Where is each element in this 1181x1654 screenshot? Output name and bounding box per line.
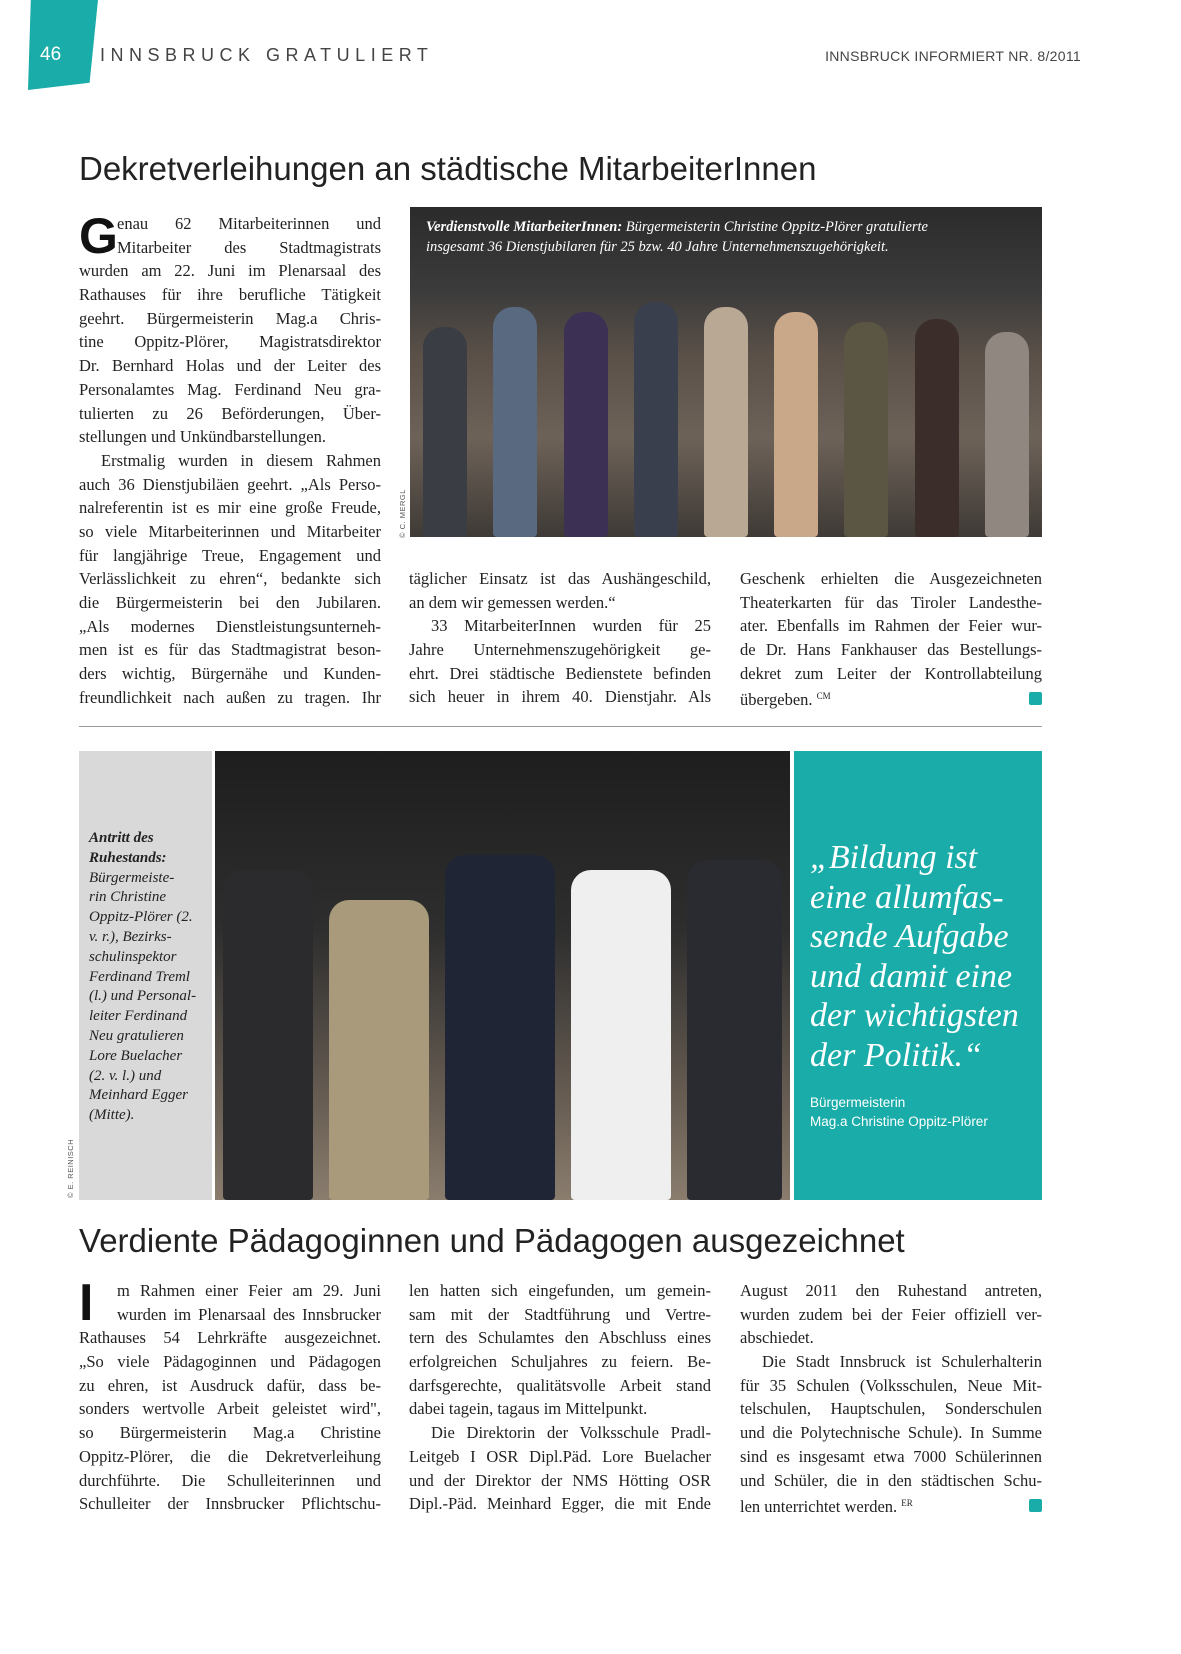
article1-title: Dekretverleihungen an städtische MitarbeiterInnen <box>79 150 817 187</box>
text-line: „So viele Pädagoginnen und Pädagogen <box>79 1352 381 1372</box>
retirement-photo <box>215 751 790 1200</box>
text-line: Die Direktorin der Volksschule Pradl- <box>431 1423 711 1443</box>
feature-photo-caption: Antritt des Ruhestands: Bürgermeiste- rin Christine Oppitz-Plörer (2. v. r.), Bezirks- schulinspektor Ferdinand Treml (l.) und Personal- leiter Ferdinand Neu gratulieren Lore Buelacher (2. v. l.) und Meinhard Egger (Mitte). <box>89 829 209 1126</box>
text-line: durchführte. Die Schulleiterinnen und <box>79 1470 381 1490</box>
text-line: Mitarbeiter des Stadtmagistrats <box>117 237 381 257</box>
caption-line: Neu gratulieren <box>89 1027 184 1044</box>
text-line: Verlässlichkeit zu ehren“, bedankte sich <box>79 569 381 589</box>
text-line: so viele Mitarbeiterinnen und Mitarbeiter <box>79 521 381 541</box>
photo-caption: Verdienstvolle MitarbeiterInnen: Bürgermeisterin Christine Oppitz-Plörer gratulierte insgesamt 36 Dienstjubilaren für 25 bzw. 40 Jahre Unternehmenszugehörigkeit. <box>426 219 928 255</box>
text-line: wurden im Plenarsaal des Innsbrucker <box>117 1304 381 1324</box>
caption-line: schulinspektor <box>89 948 177 965</box>
text-line: sind es insgesamt etwa 7000 Schülerinnen <box>740 1446 1042 1466</box>
dropcap: G <box>79 208 118 264</box>
text-line: Theaterkarten für das Tiroler Landesthe- <box>740 592 1042 612</box>
text-line: len hatten sich eingefunden, um gemein- <box>409 1281 711 1300</box>
text-line: „Als modernes Dienstleistungsunterneh- <box>79 616 381 636</box>
photo-people <box>410 287 1042 537</box>
text-line: Dr. Bernhard Holas und der Leiter des <box>79 356 381 376</box>
caption-line: (Mitte). <box>89 1107 135 1124</box>
text-line: ders wichtig, Bürgernähe und Kunden- <box>79 664 381 684</box>
end-mark-icon <box>1029 692 1042 705</box>
text-line: ater. Ebenfalls im Rahmen der Feier wur- <box>740 616 1042 636</box>
caption-line: Bürgermeiste- <box>89 869 175 886</box>
text-line: sich heuer in ihrem 40. Dienstjahr. Als <box>409 687 711 707</box>
article1-column-1 <box>79 208 381 709</box>
photo-credit: © C. MERGL <box>398 489 407 538</box>
text-line: Jahre Unternehmenszugehörigkeit ge- <box>409 640 711 660</box>
text-line: Rathauses für ihre berufliche Tätigkeit <box>79 285 381 305</box>
issue-label: INNSBRUCK INFORMIERT NR. 8/2011 <box>825 48 1081 64</box>
text-line: de Dr. Hans Fankhauser das Bestellungs- <box>740 640 1042 660</box>
caption-line: Meinhard Egger <box>89 1087 189 1104</box>
author-initials: ER <box>901 1498 913 1509</box>
text-line: Schulleiter der Innsbrucker Pflichtschu- <box>79 1494 381 1514</box>
caption-line: rin Christine <box>89 889 167 906</box>
article2-column-1 <box>79 1274 381 1516</box>
text-line: täglicher Einsatz ist das Aushängeschild, <box>409 569 711 588</box>
quote-line: eine allumfas- <box>810 878 1004 916</box>
text-line: wurden zudem bei der Feier offiziell ver- <box>740 1304 1042 1324</box>
quote-line: der Politik.“ <box>810 1036 982 1074</box>
text-line: nalreferentin ist es mir eine große Freude, <box>79 498 381 518</box>
article2-title: Verdiente Pädagoginnen und Pädagogen ausgezeichnet <box>79 1222 905 1259</box>
photo-people-2 <box>215 820 790 1200</box>
author-initials: CM <box>816 691 831 702</box>
text-line: für langjährige Treue, Engagement und <box>79 545 381 565</box>
caption-line: Oppitz-Plörer (2. <box>89 909 193 926</box>
text-line: darfsgerechte, qualitätsvolle Arbeit stand <box>409 1375 711 1395</box>
text-line: Geschenk erhielten die Ausgezeichneten <box>740 569 1042 588</box>
text-line: stellungen und Unkündbarstellungen. <box>79 427 327 447</box>
text-line: auch 36 Dienstjubiläen geehrt. „Als Perso- <box>79 474 381 494</box>
text-line: und der Direktor der NMS Hötting OSR <box>409 1470 711 1490</box>
text-line: die Bürgermeisterin bei den Jubilaren. <box>79 593 381 612</box>
text-line <box>740 685 1042 709</box>
text-line: dabei tagein, tagaus im Mittelpunkt. <box>409 1399 648 1419</box>
text-line: zu ehren, ist Ausdruck dafür, dass be- <box>79 1375 381 1395</box>
section-title: INNSBRUCK GRATULIERT <box>100 45 434 65</box>
page-number: 46 <box>40 44 62 65</box>
group-photo-employees <box>410 207 1042 537</box>
article1-column-3 <box>740 567 1042 709</box>
quote-line: und damit eine <box>810 957 1013 995</box>
article1-column-2 <box>409 567 711 709</box>
text-line: so Bürgermeisterin Mag.a Christine <box>79 1423 381 1443</box>
text-line: und Schüler, die in den städtischen Schu- <box>740 1470 1042 1490</box>
text-line: 33 MitarbeiterInnen wurden für 25 <box>431 616 711 636</box>
text-line: tulierten zu 26 Beförderungen, Über- <box>79 403 381 423</box>
text-line: August 2011 den Ruhestand antreten, <box>740 1281 1042 1300</box>
caption-line: v. r.), Bezirks- <box>89 928 172 945</box>
quote-line: sende Aufgabe <box>810 918 1009 955</box>
end-mark-icon <box>1029 1499 1042 1512</box>
section-tab <box>28 0 98 90</box>
text-line: m Rahmen einer Feier am 29. Juni <box>117 1281 381 1300</box>
caption-box <box>79 751 212 1200</box>
quote-line: „Bildung ist <box>810 839 978 876</box>
text-line: Die Stadt Innsbruck ist Schulerhalterin <box>762 1352 1042 1372</box>
text-line: Erstmalig wurden in diesem Rahmen <box>101 450 381 470</box>
text-line: Dipl.-Päd. Meinhard Egger, die mit Ende <box>409 1494 711 1514</box>
text-line: sam mit der Stadtführung und Vertre- <box>409 1304 711 1324</box>
article2-column-3 <box>740 1279 1042 1516</box>
caption-line: leiter Ferdinand <box>89 1008 188 1025</box>
text-line: dekret zum Leiter der Kontrollabteilung <box>740 663 1042 683</box>
text-line: für 35 Schulen (Volksschulen, Neue Mit- <box>740 1375 1042 1395</box>
text: len unterrichtet werden. <box>740 1497 898 1517</box>
section-divider <box>79 726 1042 727</box>
text-line: men ist es für das Stadtmagistrat beson- <box>79 640 381 660</box>
text-line: Leitgeb I OSR Dipl.Päd. Lore Buelacher <box>409 1446 711 1466</box>
text: übergeben. <box>740 690 813 710</box>
text-line <box>740 1492 1042 1516</box>
photo-credit-2: © E. REINISCH <box>66 1138 75 1198</box>
text-line: tine Oppitz-Plörer, Magistratsdirektor <box>79 332 381 352</box>
text-line: Rathauses 54 Lehrkräfte ausgezeichnet. <box>79 1328 381 1348</box>
text-line: abschiedet. <box>740 1328 814 1348</box>
text-line: tern des Schulamtes den Abschluss eines <box>409 1328 711 1348</box>
text-line: geehrt. Bürgermeisterin Mag.a Chris- <box>79 308 381 328</box>
caption-line: (l.) und Personal- <box>89 988 197 1005</box>
caption-line: Ferdinand Treml <box>89 968 190 985</box>
text-line: und die Polytechnische Schule). In Summe <box>740 1423 1042 1443</box>
quote-line: der wichtigsten <box>810 997 1019 1034</box>
text-line: wurden am 22. Juni im Plenarsaal des <box>79 261 381 281</box>
text-line: an dem wir gemessen werden.“ <box>409 592 616 612</box>
dropcap: I <box>79 1274 94 1332</box>
text-line: Oppitz-Plörer, die die Dekretverleihung <box>79 1446 381 1466</box>
text-line: telschulen, Hauptschulen, Sonderschulen <box>740 1399 1042 1419</box>
caption-line: (2. v. l.) und <box>89 1067 162 1084</box>
text-line: Personalamtes Mag. Ferdinand Neu gra- <box>79 379 381 399</box>
text-line: enau 62 Mitarbeiterinnen und <box>117 214 381 233</box>
pull-quote-box <box>794 751 1042 1200</box>
caption-line: Lore Buelacher <box>89 1047 183 1064</box>
pull-quote <box>810 838 1019 1075</box>
quote-author: Bürgermeisterin Mag.a Christine Oppitz-Plörer <box>810 1095 988 1129</box>
text-line: ehrt. Drei städtische Bedienstete befinden <box>409 663 711 683</box>
text-line: freundlichkeit nach außen zu tragen. Ihr <box>79 687 381 707</box>
article2-column-2 <box>409 1279 711 1516</box>
text-line: sonders wertvolle Arbeit geleistet wird", <box>79 1399 381 1419</box>
text-line: erfolgreichen Schuljahres zu feiern. Be- <box>409 1352 711 1372</box>
